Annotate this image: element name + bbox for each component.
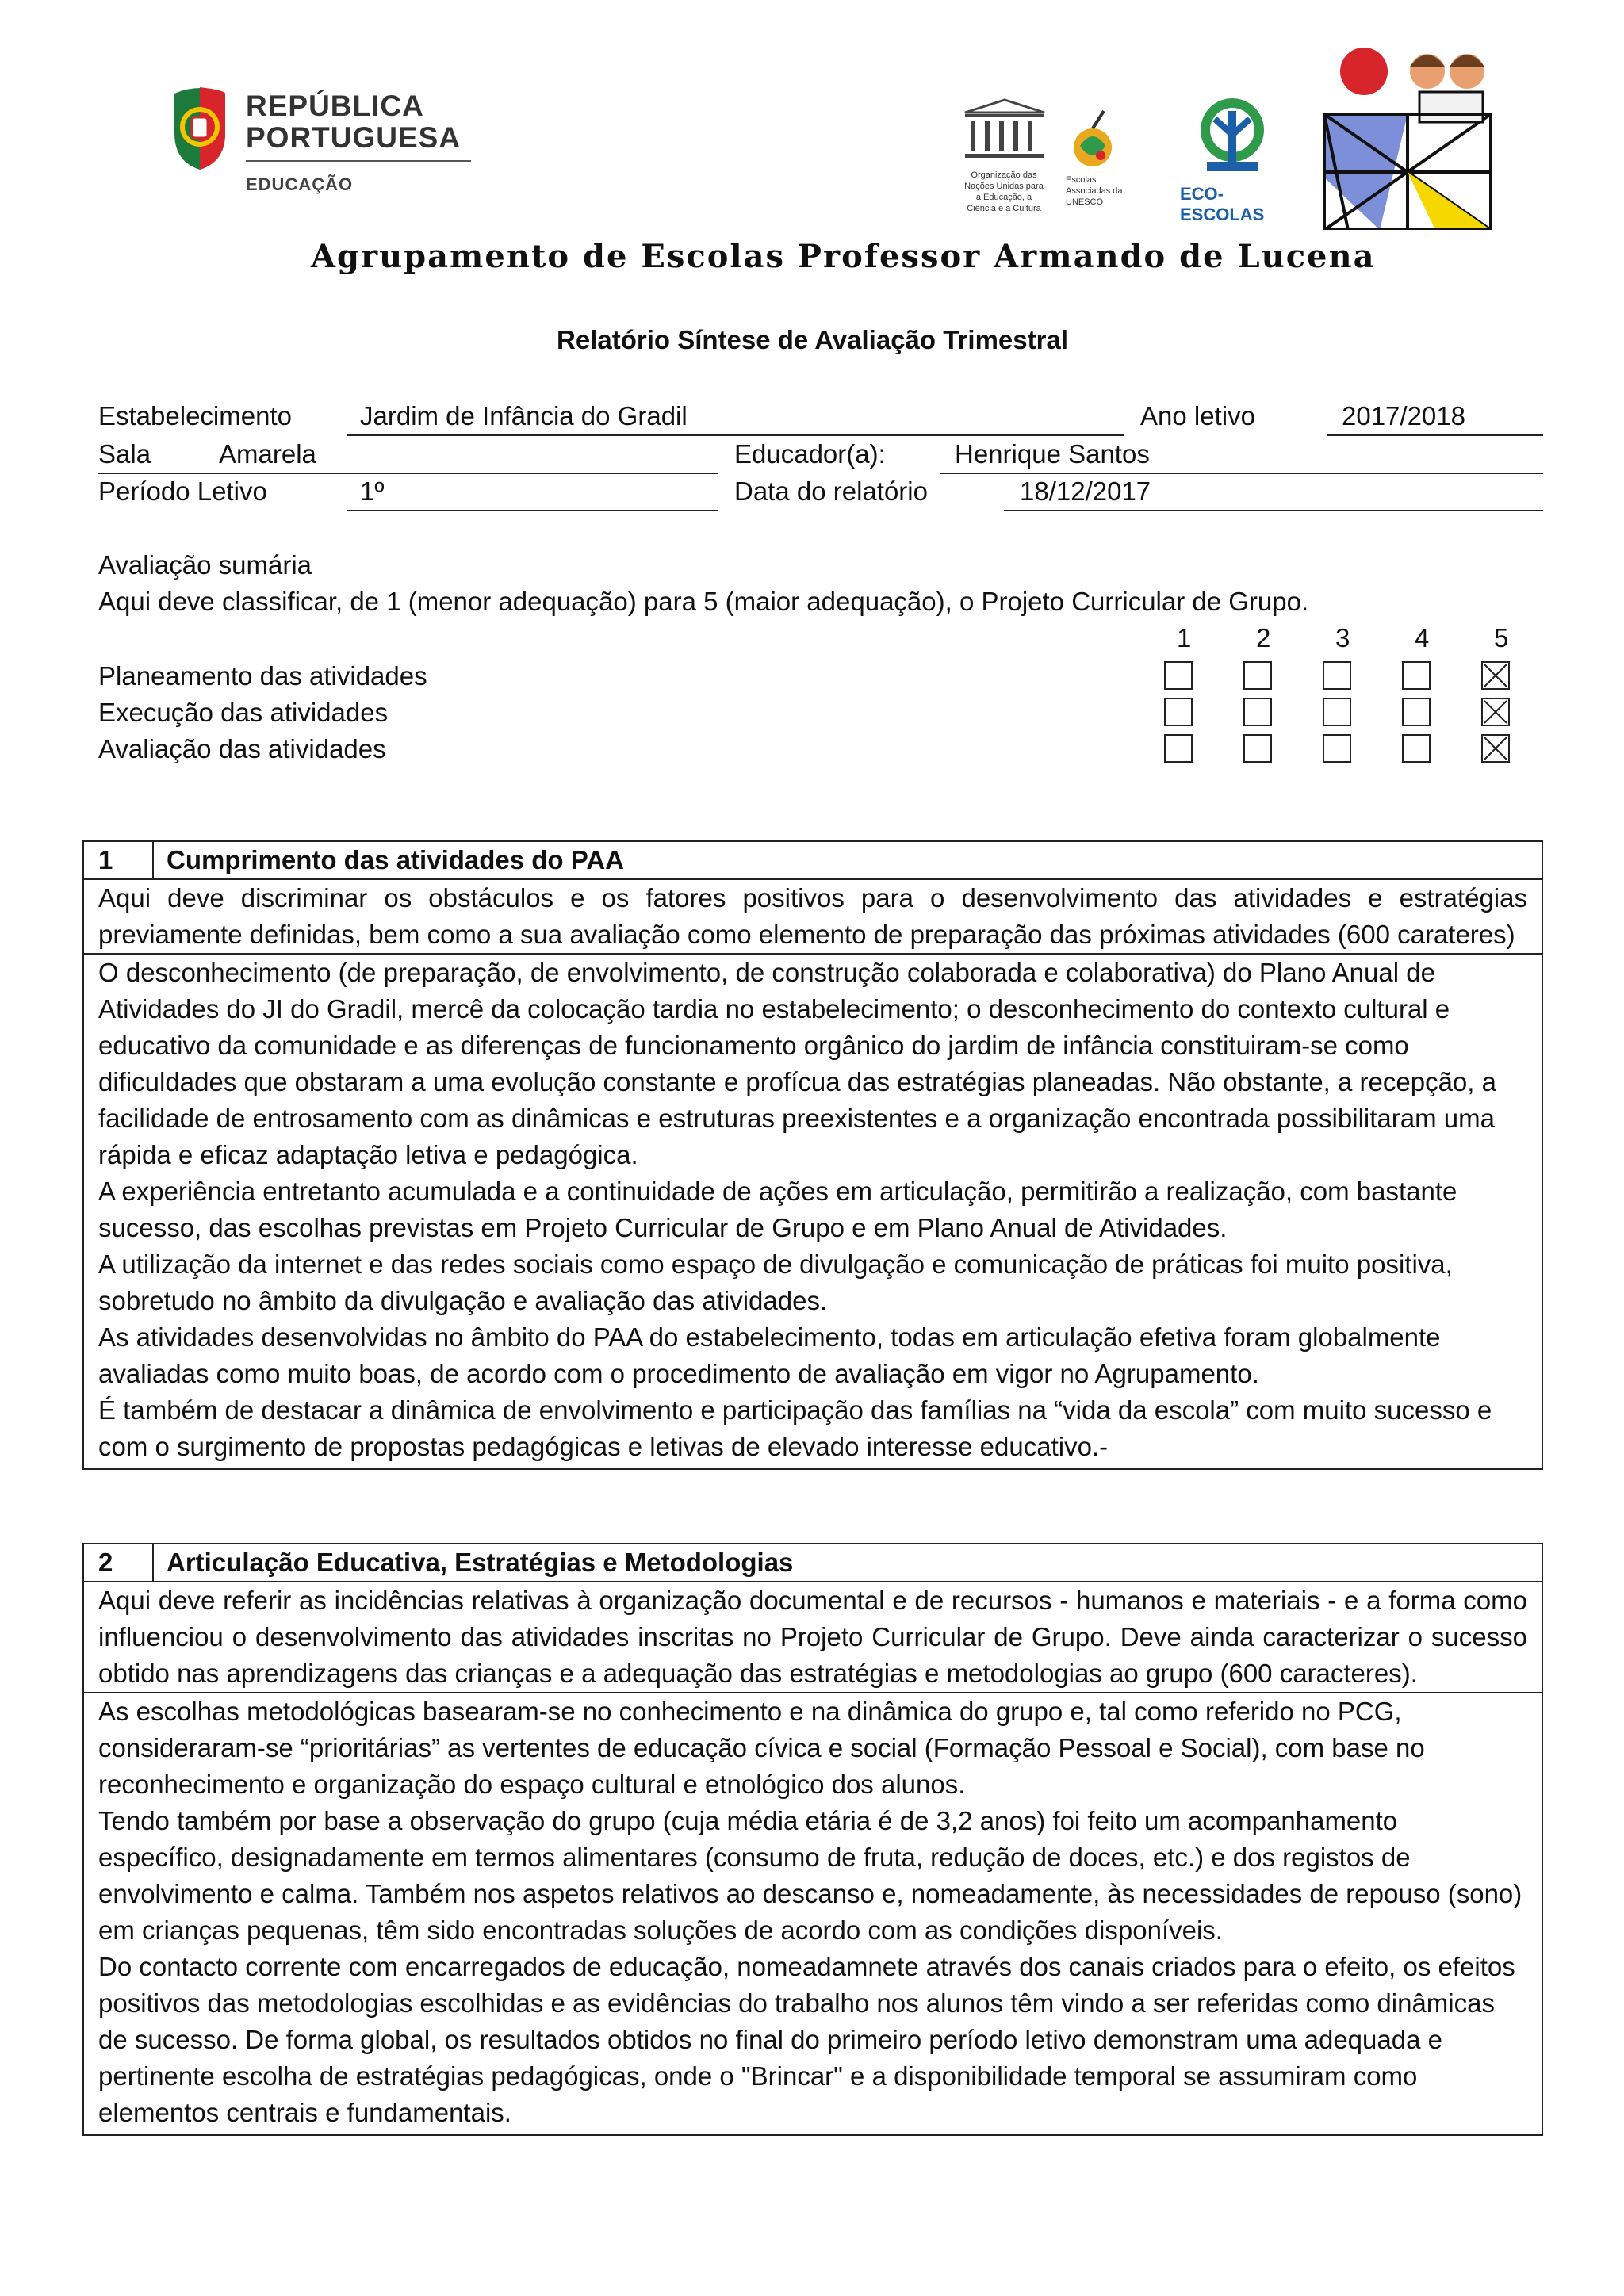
section-2-header	[84, 1544, 1542, 1582]
sala-value: Amarela	[219, 439, 316, 469]
section-2-body	[84, 1693, 1542, 2134]
checkmark-x-icon	[1483, 736, 1508, 761]
scale-label-5: 5	[1494, 623, 1509, 652]
section-2-number: 2	[84, 1544, 154, 1581]
data-relatorio-label: Data do relatório	[734, 476, 928, 506]
section-1-paragraph: O desconhecimento (de preparação, de envolvimento, de construção colaborada e colaborativa) do Plano Anual de Atividades do JI do Gradil, mercê da colocação tardia no estabelecimento; o desconhecimento do contexto cultural e educativo da comunidade e as diferenças de funcionamento orgânico do jardim de infância constituiram-se como dificuldades que obstaram a uma evolução constante e profícua das estratégias planeadas. Não obstante, a recepção, a facilidade de entrosamento com as dinâmicas e estruturas preexistentes e a organização encontrada possibilitaram uma rápida e eficaz adaptação letiva e pedagógica.	[98, 958, 1496, 1169]
section-1-number: 1	[84, 842, 154, 878]
section-1-table	[82, 840, 1543, 1470]
checkbox-planeamento-3[interactable]	[1323, 661, 1351, 690]
eval-row-label-planeamento: Planeamento das atividades	[98, 661, 427, 691]
sala-label: Sala	[98, 439, 151, 469]
section-1-title: Cumprimento das atividades do PAA	[167, 845, 624, 874]
data-relatorio-underline	[1004, 510, 1543, 511]
checkbox-execucao-2[interactable]	[1243, 698, 1272, 726]
checkbox-planeamento-2[interactable]	[1243, 661, 1272, 690]
ano-letivo-underline	[1327, 434, 1543, 436]
section-2-instruction: Aqui deve referir as incidências relativas à organização documental e de recursos - humanos e materiais - e a forma como influenciou o desenvolvimento das atividades inscritas no Projeto Curricular de Grupo. Deve ainda caracterizar o sucesso obtido nas aprendizagens das crianças e a adequação das estratégias e metodologias ao grupo (600 caracteres).	[84, 1582, 1542, 1693]
scale-label-4: 4	[1415, 623, 1430, 652]
republica-portuguesa-logo	[168, 79, 485, 206]
unesco-assoc-text: Escolas Associadas da UNESCO	[1066, 175, 1123, 207]
ano-letivo-value: 2017/2018	[1342, 401, 1465, 430]
school-emblem	[1316, 43, 1499, 230]
gov-line2: PORTUGUESA	[246, 121, 462, 154]
unesco-temple-icon	[961, 98, 1048, 162]
scale-label-3: 3	[1335, 623, 1350, 652]
estabelecimento-label: Estabelecimento	[98, 401, 292, 430]
section-1-paragraph: A utilização da internet e das redes sociais como espaço de divulgação e comunicação de práticas foi muito positiva, sobretudo no âmbito da divulgação e avaliação das atividades.	[98, 1249, 1453, 1315]
section-1-paragraph: A experiência entretanto acumulada e a continuidade de ações em articulação, permitirão a realização, com bastante sucesso, das escolhas previstas em Projeto Curricular de Grupo e em Plano Anual de Atividades.	[98, 1177, 1457, 1242]
checkbox-execucao-5[interactable]	[1481, 698, 1510, 726]
checkbox-planeamento-1[interactable]	[1164, 661, 1193, 690]
section-2-title: Articulação Educativa, Estratégias e Metodologias	[167, 1548, 794, 1577]
section-2-paragraph: Do contacto corrente com encarregados de educação, nomeadamnete através dos canais criados para o efeito, os efeitos positivos das metodologias escolhidas e as evidências do trabalho nos alunos têm vindo a ser referidas como dinâmicas de sucesso. De forma global, os resultados obtidos no final do primeiro período letivo demonstram uma adequada e pertinente escolha de estratégias pedagógicas, onde o "Brincar" e a disponibilidade temporal se assumiram como elementos centrais e fundamentais.	[98, 1952, 1515, 2127]
educador-value: Henrique Santos	[955, 439, 1150, 469]
periodo-underline	[347, 510, 718, 511]
section-1-header	[84, 842, 1542, 880]
checkbox-avaliacao-2[interactable]	[1243, 734, 1272, 763]
data-relatorio-value: 18/12/2017	[1020, 476, 1151, 506]
unesco-schools-icon	[1069, 106, 1120, 170]
checkmark-x-icon	[1483, 699, 1508, 725]
checkbox-execucao-1[interactable]	[1164, 698, 1193, 726]
gov-divider	[246, 160, 471, 162]
checkbox-avaliacao-3[interactable]	[1323, 734, 1351, 763]
checkbox-avaliacao-5[interactable]	[1481, 734, 1510, 763]
gov-ministry: EDUCAÇÃO	[246, 174, 354, 194]
gov-line1: REPÚBLICA	[246, 90, 424, 122]
checkbox-avaliacao-1[interactable]	[1164, 734, 1193, 763]
coat-of-arms-icon	[168, 86, 232, 173]
section-1-paragraph: É também de destacar a dinâmica de envolvimento e participação das famílias na “vida da escola” com muito sucesso e com o surgimento de propostas pedagógicas e letivas de elevado interesse educativo.-	[98, 1395, 1492, 1461]
checkbox-avaliacao-4[interactable]	[1402, 734, 1431, 763]
scale-label-1: 1	[1177, 623, 1192, 652]
eco-escolas-label: ECO-ESCOLAS	[1180, 184, 1265, 224]
section-1-instruction: Aqui deve discriminar os obstáculos e os fatores positivos para o desenvolvimento das atividades e estratégias previamente definidas, bem como a sua avaliação como elemento de preparação das próximas atividades (600 carateres)	[84, 880, 1542, 955]
estabelecimento-value: Jardim de Infância do Gradil	[360, 401, 688, 430]
section-1-paragraph: As atividades desenvolvidas no âmbito do PAA do estabelecimento, todas em articulação efetiva foram globalmente avaliadas como muito boas, de acordo com o procedimento de avaliação em vigor no Agrupamento.	[98, 1322, 1441, 1388]
section-2-paragraph: As escolhas metodológicas basearam-se no conhecimento e na dinâmica do grupo e, tal como referido no PCG, consideraram-se “prioritárias” as vertentes de educação cívica e social (Formação Pessoal e Social), com base no reconhecimento e organização do espaço cultural e etnológico dos alunos.	[98, 1697, 1425, 1799]
eco-escolas-logo	[1174, 95, 1300, 224]
periodo-label: Período Letivo	[98, 476, 267, 506]
checkbox-planeamento-5[interactable]	[1481, 661, 1510, 690]
periodo-value: 1º	[360, 476, 385, 506]
school-emblem-icon	[1316, 43, 1499, 230]
section-1-body	[84, 955, 1542, 1468]
unesco-org-text: Organização das Nações Unidas para a Educação, a Ciência e a Cultura	[964, 170, 1044, 213]
eco-tree-icon	[1185, 95, 1280, 178]
unesco-logo	[961, 98, 1143, 225]
checkbox-execucao-4[interactable]	[1402, 698, 1431, 726]
scale-label-2: 2	[1256, 623, 1271, 652]
report-title: Relatório Síntese de Avaliação Trimestral	[557, 325, 1068, 354]
checkmark-x-icon	[1483, 663, 1508, 688]
checkbox-execucao-3[interactable]	[1323, 698, 1351, 726]
evaluation-title: Avaliação sumária	[98, 550, 312, 580]
evaluation-instruction: Aqui deve classificar, de 1 (menor adequação) para 5 (maior adequação), o Projeto Curricular de Grupo.	[98, 587, 1309, 616]
checkbox-planeamento-4[interactable]	[1402, 661, 1431, 690]
eval-row-label-execucao: Execução das atividades	[98, 698, 389, 727]
section-2-paragraph: Tendo também por base a observação do grupo (cuja média etária é de 3,2 anos) foi feito um acompanhamento específico, designadamente em termos alimentares (consumo de fruta, redução de doces, etc.) e dos registos de envolvimento e calma. Também nos aspetos relativos ao descanso e, nomeadamente, às necessidades de repouso (sono) em crianças pequenas, têm sido encontradas soluções de acordo com as condições disponíveis.	[98, 1806, 1522, 1945]
educador-label: Educador(a):	[734, 439, 886, 469]
ano-letivo-label: Ano letivo	[1140, 401, 1255, 430]
section-2-table	[82, 1543, 1543, 2136]
school-name: Agrupamento de Escolas Professor Armando de Lucena	[311, 238, 1376, 275]
eval-row-label-avaliacao: Avaliação das atividades	[98, 734, 386, 763]
